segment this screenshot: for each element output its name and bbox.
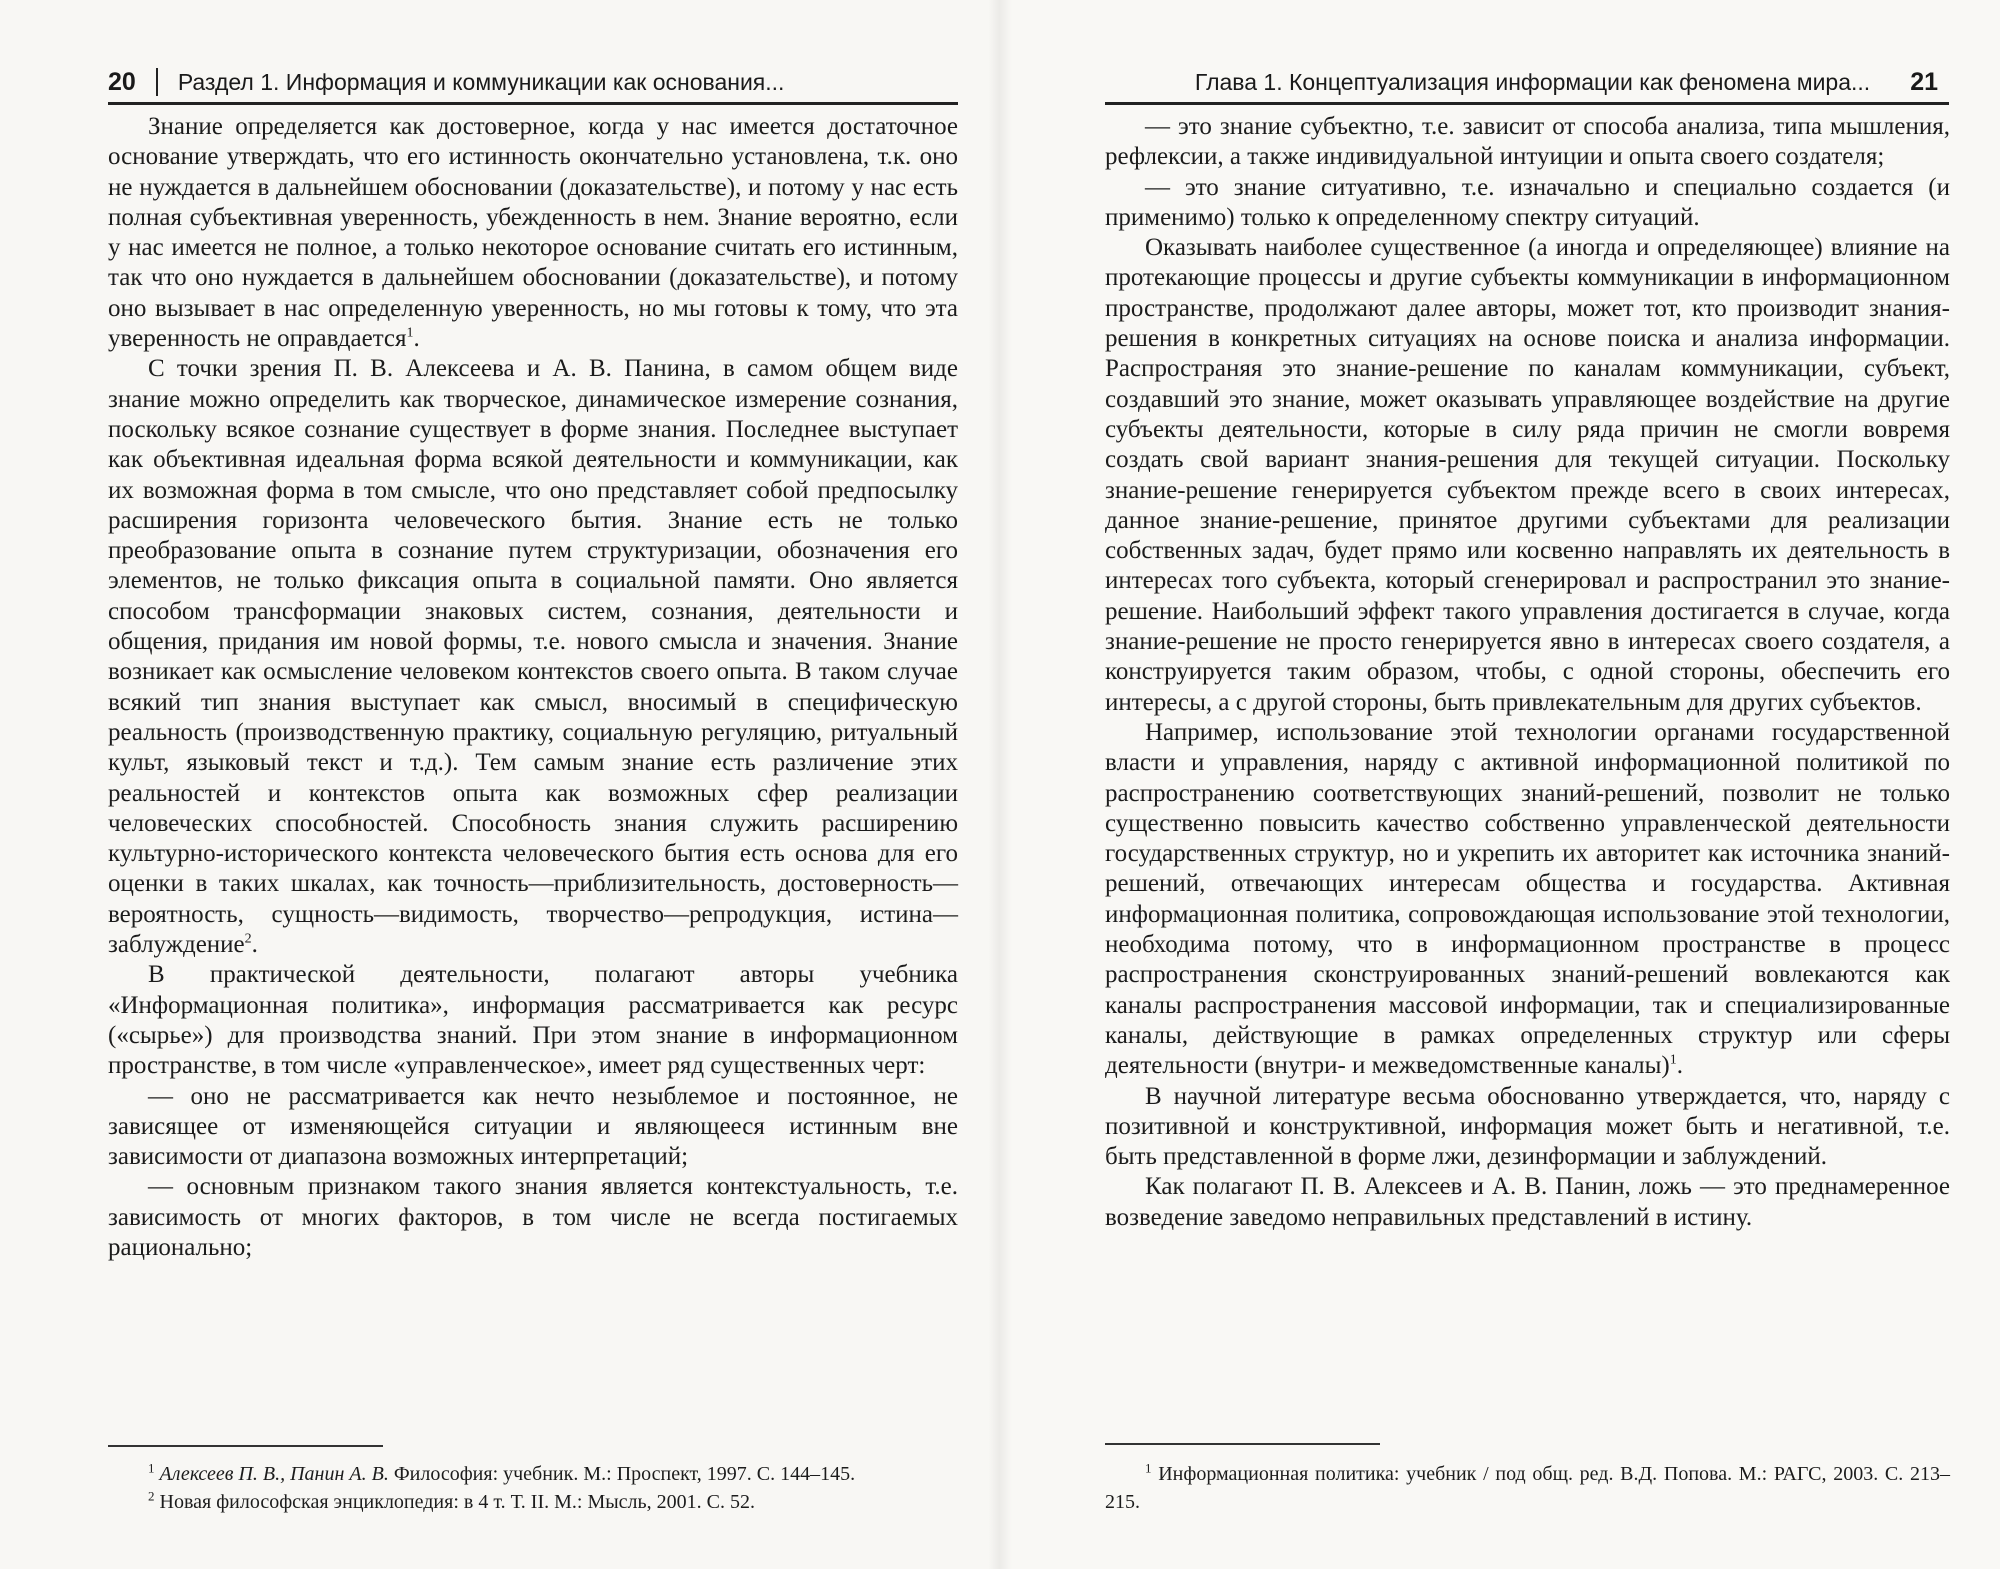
paragraph-text: С точки зрения П. В. Алексеева и А. В. Панина, в самом общем виде знание можно определить как творческое, динамическое измерение сознания, поскольку всякое сознание существует в форме знания. Последнее выступает как объективная идеальная форма всякой деятельности и коммуникации, как их возможная форма в том смысле, что оно представляет собой предпосылку расширения горизонта человеческого бытия. Знание есть не только преобразование опыта в сознание путем структуризации, обозначения его элементов, не только фиксация опыта в социальной памяти. Оно является способом трансформации знаковых систем, сознания, деятельности и общения, придания им новой формы, т.е. нового смысла и значения. Знание возникает как осмысление человеком контекстов своего опыта. В таком случае всякий тип знания выступает как смысл, вносимый в специфическую реальность (производственную практику, социальную регуляцию, ритуальный культ, языковый текст и т.д.). Тем самым знание есть различение этих реальностей и контекстов опыта как возможных сфер реализации человеческих способностей. Способность знания служить расширению культурно-исторического контекста человеческого бытия есть основа для его оценки в таких шкалах, как точность—приблизительность, достоверность—вероятность, сущность—видимость, творчество—репродукция, истина—заблуждение xyxy=(108,355,958,959)
paragraph xyxy=(1105,173,1950,234)
left-footnotes xyxy=(108,1460,958,1516)
footnote-ref: 1 xyxy=(406,325,414,341)
footnote xyxy=(1105,1460,1950,1516)
paragraph-text: — это знание субъектно, т.е. зависит от способа анализа, типа мышления, рефлексии, а также индивидуальной интуиции и опыта своего создателя; xyxy=(1105,113,1950,171)
right-footnote-rule xyxy=(1105,1443,1380,1445)
right-body-text xyxy=(1105,112,1950,1233)
footnote xyxy=(108,1488,958,1516)
footnote-text: Новая философская энциклопедия: в 4 т. Т. II. М.: Мысль, 2001. С. 52. xyxy=(159,1491,755,1513)
paragraph-text: В научной литературе весьма обоснованно утверждается, что, наряду с позитивной и конструктивной, информация может быть и негативной, т.е. быть представленной в форме лжи, дезинформации и заблуждений. xyxy=(1105,1082,1950,1171)
left-running-head: Раздел 1. Информация и коммуникации как основания... xyxy=(177,68,785,95)
paragraph xyxy=(1105,1172,1950,1233)
footnote-ref: 1 xyxy=(1669,1052,1677,1068)
left-body-text xyxy=(108,112,958,1263)
paragraph xyxy=(1105,112,1950,173)
footnote xyxy=(108,1460,958,1488)
paragraph-text: Оказывать наиболее существенное (а иногда и определяющее) влияние на протекающие процессы и другие субъекты коммуникации в информационном пространстве, продолжают далее авторы, может тот, кто производит знания-решения в конкретных ситуациях на основе поиска и анализа информации. Распространяя это знание-решение по каналам коммуникации, субъект, создавший это знание, может оказывать управляющее воздействие на другие субъекты деятельности, которые в силу ряда причин не смогли вовремя создать свой вариант знания-решения для текущей ситуации. Поскольку знание-решение генерируется субъектом прежде всего в своих интересах, данное знание-решение, принятое другими субъектами для реализации собственных задач, будет прямо или косвенно направлять их деятельность в интересах того субъекта, который сгенерировал и распространил это знание-решение. Наибольший эффект такого управления достигается в случае, когда знание-решение не просто генерируется явно в интересах своего создателя, а конструируется таким образом, чтобы, с одной стороны, обеспечить его интересы, а с другой стороны, быть привлекательным для других субъектов. xyxy=(1105,234,1950,716)
right-header-rule xyxy=(1105,102,1949,105)
footnote-number: 1 xyxy=(148,1460,155,1476)
paragraph-text: — это знание ситуативно, т.е. изначально и специально создается (и применимо) только к определенному спектру ситуаций. xyxy=(1105,173,1950,231)
right-page xyxy=(1000,0,2000,1569)
footnote-authors: Алексеев П. В., Панин А. В. xyxy=(159,1463,389,1485)
paragraph-text: Например, использование этой технологии органами государственной власти и управления, наряду с активной информационной политикой по распространению соответствующих знаний-решений, позволит не только существенно повысить качество собственно управленческой деятельности государственных структур, но и укрепить их авторитет как источника знаний-решений, отвечающих интересам общества и государства. Активная информационная политика, сопровождающая использование этой технологии, необходима потому, что в информационном пространстве в процесс распространения сконструированных знаний-решений вовлекаются как каналы распространения массовой информации, так и специализированные каналы, действующие в рамках определенных структур или сферы деятельности (внутри- и межведомственные каналы) xyxy=(1105,718,1950,1080)
paragraph xyxy=(108,1082,958,1173)
paragraph-text: В практической деятельности, полагают авторы учебника «Информационная политика», информация рассматривается как ресурс («сырье») для производства знаний. При этом знание в информационном пространстве, в том числе «управленческое», имеет ряд существенных черт: xyxy=(108,961,958,1080)
paragraph-text: — основным признаком такого знания является контекстуальность, т.е. зависимость от многих факторов, в том числе не всегда постигаемых рационально; xyxy=(108,1173,958,1261)
right-running-head: Глава 1. Концептуализация информации как феномена мира... xyxy=(1194,68,1871,95)
left-running-header xyxy=(108,62,958,102)
footnote-number: 1 xyxy=(1145,1460,1152,1476)
paragraph-text: — оно не рассматривается как нечто незыблемое и постоянное, не зависящее от изменяющейся ситуации и являющееся истинным вне зависимости от диапазона возможных интерпретаций; xyxy=(108,1082,958,1171)
header-separator xyxy=(156,68,158,96)
footnote-number: 2 xyxy=(148,1488,155,1504)
paragraph: Знание определяется как достоверное, когда у нас имеется достаточное основание утверждать, что его истинность окончательно установлена, т.к. оно не нуждается в дальнейшем обосновании (доказательстве), и потому у нас есть полная субъективная уверенность, убежденность в нем. Знание вероятно, если у нас имеется не полное, а только некоторое основание считать его истинным, так что оно нуждается в дальнейшем обосновании (доказательстве), и потому оно вызывает в нас определенную уверенность, но мы готовы к тому, что эта уверенность не оправдается$^1$. xyxy=(108,113,958,353)
paragraph xyxy=(1105,233,1950,718)
footnote-text: Информационная политика: учебник / под общ. ред. В.Д. Попова. М.: РАГС, 2003. С. 213–215. xyxy=(1105,1463,1950,1513)
book-gutter xyxy=(988,0,1012,1569)
paragraph: С точки зрения П. В. Алексеева и А. В. Панина, в самом общем виде знание можно определить как творческое, динамическое измерение сознания, поскольку всякое сознание существует в форме знания. Последнее выступает как объективная идеальная форма всякой деятельности и коммуникации, как их возможная форма в том смысле, что оно представляет собой предпосылку расширения горизонта человеческого бытия. Знание есть не только преобразование опыта в сознание путем структуризации, обозначения его элементов, не только фиксация опыта в социальной памяти. Оно является способом трансформации знаковых систем, сознания, деятельности и общения, придания им новой формы, т.е. нового смысла и значения. Знание возникает как осмысление человеком контекстов своего опыта. В таком случае всякий тип знания выступает как смысл, вносимый в специфическую реальность (производственную практику, социальную регуляцию, ритуальный культ, языковый текст и т.д.). Тем самым знание есть различение этих реальностей и контекстов опыта как возможных сфер реализации человеческих способностей. Способность знания служить расширению культурно-исторического контекста человеческого бытия есть основа для его оценки в таких шкалах, как точность—приблизительность, достоверность—вероятность, сущность—видимость, творчество—репродукция, истина—заблуждение$^2$. xyxy=(108,355,958,959)
paragraph xyxy=(108,960,958,1081)
footnote-ref: 2 xyxy=(244,931,252,947)
paragraph: Например, использование этой технологии органами государственной власти и управления, наряду с активной информационной политикой по распространению соответствующих знаний-решений, позволит не только существенно повысить качество собственно управленческой деятельности государственных структур, но и укрепить их авторитет как источника знаний-решений, отвечающих интересам общества и государства. Активная информационная политика, сопровождающая использование этой технологии, необходима потому, что в информационном пространстве в процесс распространения сконструированных знаний-решений вовлекаются как каналы распространения массовой информации, так и специализированные каналы, действующие в рамках определенных структур или сферы деятельности (внутри- и межведомственные каналы)$^1$. xyxy=(1105,718,1950,1080)
left-footnote-rule xyxy=(108,1445,383,1447)
left-header-rule xyxy=(108,102,958,105)
right-footnotes xyxy=(1105,1460,1950,1516)
left-page-number: 20 xyxy=(108,67,136,96)
right-page-number: 21 xyxy=(1910,67,1938,96)
right-running-header xyxy=(1194,62,1938,102)
paragraph-text: Знание определяется как достоверное, когда у нас имеется достаточное основание утверждать, что его истинность окончательно установлена, т.к. оно не нуждается в дальнейшем обосновании (доказательстве), и потому у нас есть полная субъективная уверенность, убежденность в нем. Знание вероятно, если у нас имеется не полное, а только некоторое основание считать его истинным, так что оно нуждается в дальнейшем обосновании (доказательстве), и потому оно вызывает в нас определенную уверенность, но мы готовы к тому, что эта уверенность не оправдается xyxy=(108,113,958,353)
paragraph xyxy=(1105,1082,1950,1173)
paragraph xyxy=(108,1172,958,1263)
footnote-text: Философия: учебник. М.: Проспект, 1997. С. 144–145. xyxy=(388,1463,856,1485)
paragraph-text: Как полагают П. В. Алексеев и А. В. Панин, ложь — это преднамеренное возведение заведомо неправильных представлений в истину. xyxy=(1105,1173,1950,1231)
